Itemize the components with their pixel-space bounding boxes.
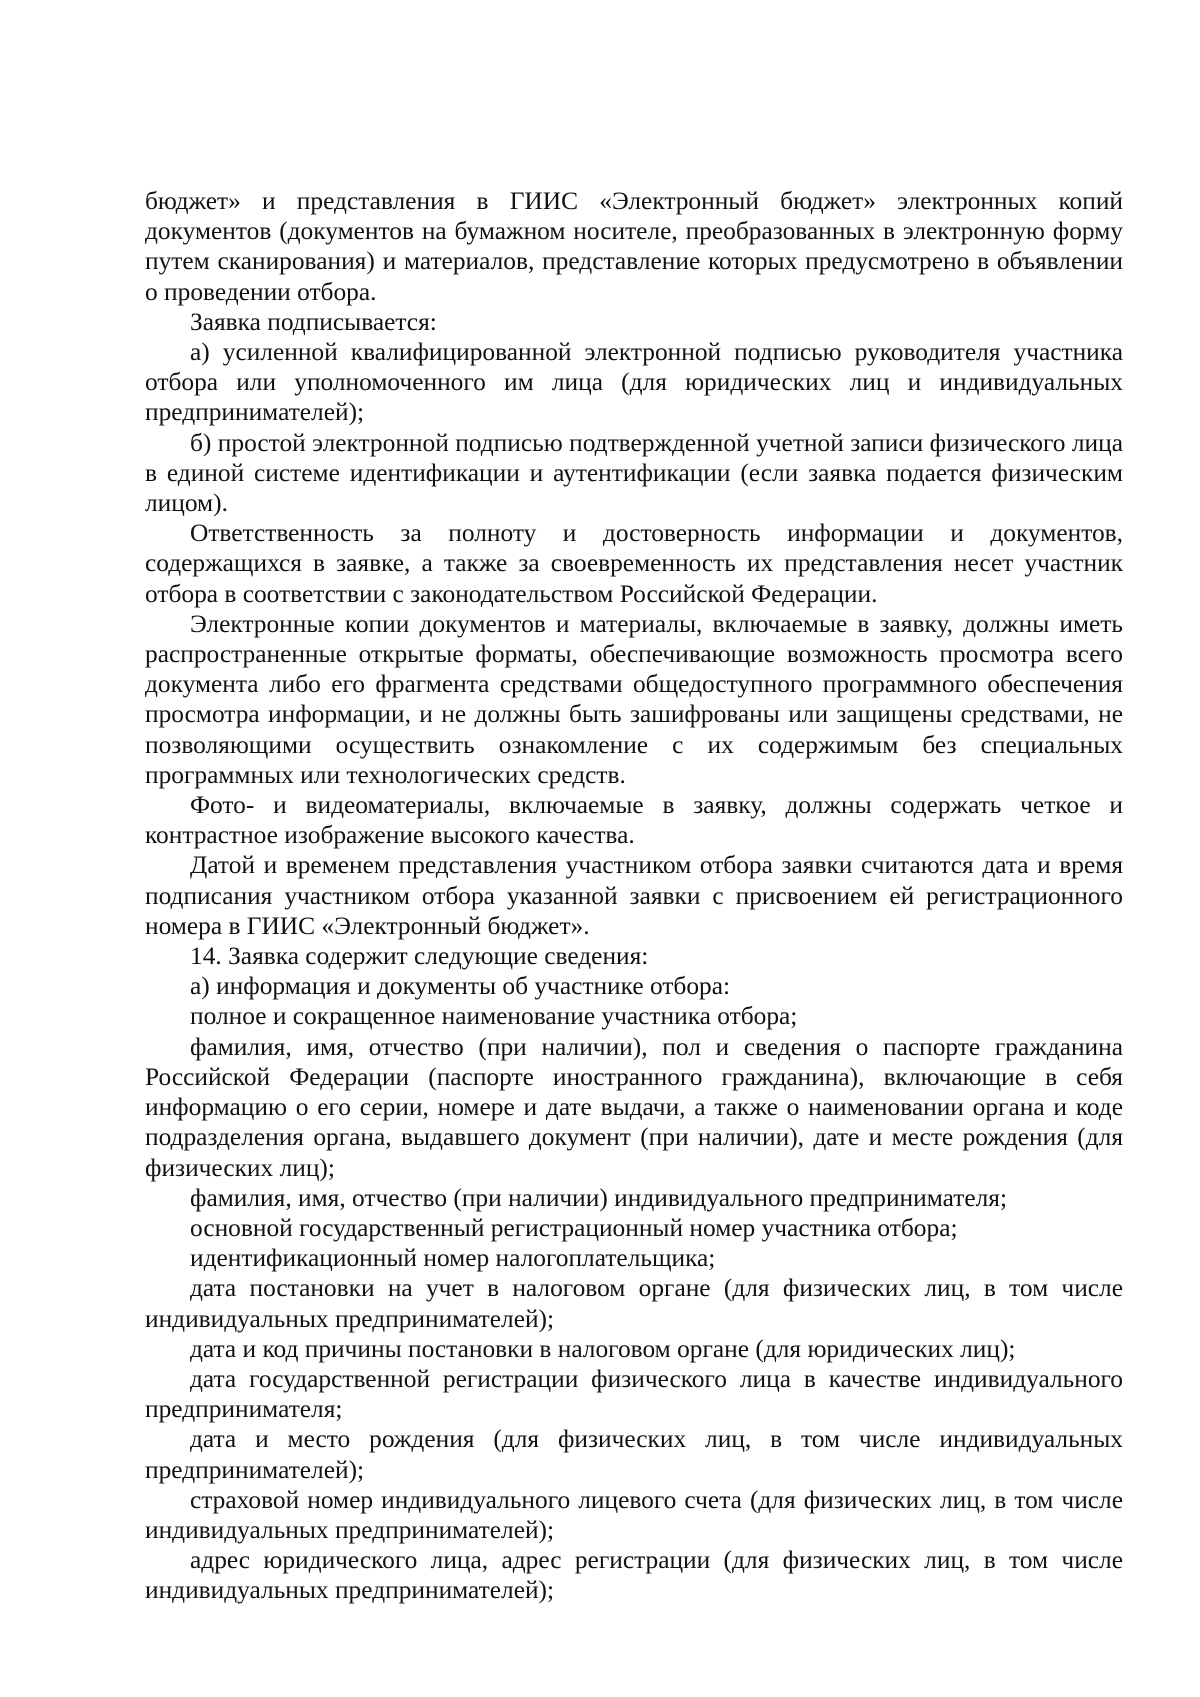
list-item: полное и сокращенное наименование участника отбора;	[190, 1002, 798, 1031]
paragraph: бюджет» и представления в ГИИС «Электронный бюджет» электронных копий документов (документов на бумажном носителе, преобразованных в электронную форму путем сканирования) и материалов, представление которых предусмотрено в объявлении о проведении отбора.	[145, 187, 1123, 306]
paragraph: Заявка подписывается:	[190, 307, 437, 336]
paragraph: Датой и временем представления участником отбора заявки считаются дата и время подписания участником отбора указанной заявки с присвоением ей регистрационного номера в ГИИС «Электронный бюджет».	[145, 851, 1123, 940]
paragraph: Электронные копии документов и материалы, включаемые в заявку, должны иметь распространенные открытые форматы, обеспечивающие возможность просмотра всего документа либо его фрагмента средствами общедоступного программного обеспечения просмотра информации, и не должны быть зашифрованы или защищены средствами, не позволяющими осуществить ознакомление с их содержимым без специальных программных или технологических средств.	[145, 609, 1123, 789]
list-item: дата постановки на учет в налоговом органе (для физических лиц, в том числе индивидуальных предпринимателей);	[145, 1274, 1123, 1333]
list-item: фамилия, имя, отчество (при наличии), пол и сведения о паспорте гражданина Российской Федерации (паспорте иностранного гражданина), включающие в себя информацию о его серии, номере и дате выдачи, а также о наименовании органа и коде подразделения органа, выдавшего документ (при наличии), дате и месте рождения (для физических лиц);	[145, 1032, 1123, 1182]
paragraph: Фото- и видеоматериалы, включаемые в заявку, должны содержать четкое и контрастное изображение высокого качества.	[145, 791, 1123, 850]
list-item: дата и место рождения (для физических лиц, в том числе индивидуальных предпринимателей);	[145, 1425, 1123, 1484]
section-heading-14: 14. Заявка содержит следующие сведения:	[190, 942, 649, 971]
list-item: страховой номер индивидуального лицевого счета (для физических лиц, в том числе индивидуальных предпринимателей);	[145, 1485, 1123, 1544]
list-item: дата и код причины постановки в налоговом органе (для юридических лиц);	[190, 1334, 1016, 1363]
paragraph: б) простой электронной подписью подтвержденной учетной записи физического лица в единой системе идентификации и аутентификации (если заявка подается физическим лицом).	[145, 428, 1123, 518]
list-item: фамилия, имя, отчество (при наличии) индивидуального предпринимателя;	[190, 1183, 1007, 1212]
paragraph: Ответственность за полноту и достоверность информации и документов, содержащихся в заявке, а также за своевременность их представления несет участник отбора в соответствии с законодательством Российской Федерации.	[145, 519, 1123, 608]
paragraph: а) усиленной квалифицированной электронной подписью руководителя участника отбора или уполномоченного им лица (для юридических лиц и индивидуальных предпринимателей);	[145, 338, 1123, 427]
document-page	[145, 186, 1123, 1606]
list-item: основной государственный регистрационный номер участника отбора;	[190, 1213, 958, 1242]
list-item: идентификационный номер налогоплательщика;	[190, 1244, 716, 1273]
paragraph: а) информация и документы об участнике отбора:	[190, 972, 731, 1001]
list-item: дата государственной регистрации физического лица в качестве индивидуального предпринимателя;	[145, 1364, 1123, 1424]
list-item: адрес юридического лица, адрес регистрации (для физических лиц, в том числе индивидуальных предпринимателей);	[145, 1546, 1123, 1605]
